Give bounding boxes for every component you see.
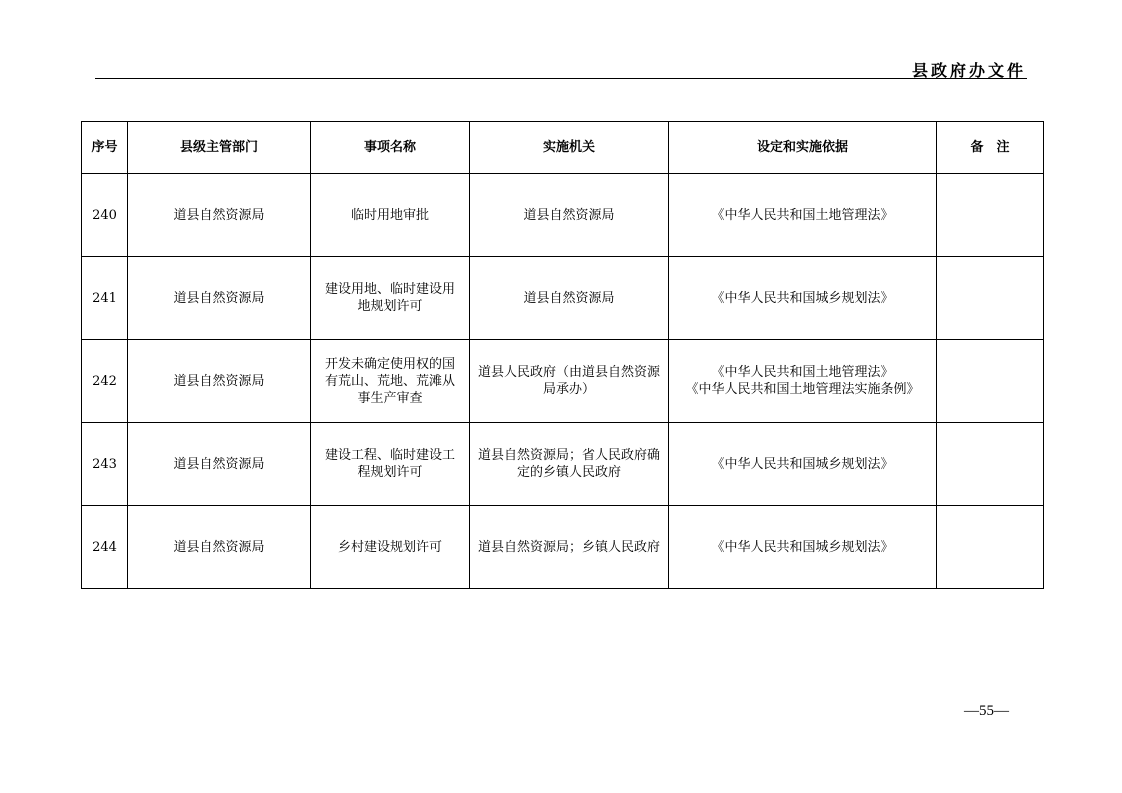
cell-basis — [669, 506, 937, 589]
cell-basis — [669, 423, 937, 506]
cell-remark — [937, 423, 1044, 506]
col-header-no: 序号 — [82, 122, 128, 174]
basis-line: 《中华人民共和国土地管理法》 — [711, 365, 894, 380]
cell-item: 开发未确定使用权的国有荒山、荒地、荒滩从事生产审查 — [311, 340, 470, 423]
basis-line: 《中华人民共和国城乡规划法》 — [711, 539, 894, 555]
col-header-item: 事项名称 — [311, 122, 470, 174]
cell-dept: 道县自然资源局 — [128, 257, 311, 340]
cell-remark — [937, 340, 1044, 423]
header-title: 县政府办文件 — [911, 61, 1026, 80]
cell-no: 242 — [82, 340, 128, 423]
page-number: —55— — [964, 703, 1009, 719]
cell-dept: 道县自然资源局 — [128, 340, 311, 423]
cell-no: 243 — [82, 423, 128, 506]
cell-basis — [669, 340, 937, 423]
col-header-dept: 县级主管部门 — [128, 122, 311, 174]
cell-item: 乡村建设规划许可 — [311, 506, 470, 589]
cell-agency: 道县自然资源局；乡镇人民政府 — [470, 506, 669, 589]
col-header-basis: 设定和实施依据 — [669, 122, 937, 174]
cell-dept: 道县自然资源局 — [128, 174, 311, 257]
cell-basis — [669, 174, 937, 257]
cell-no: 240 — [82, 174, 128, 257]
cell-dept: 道县自然资源局 — [128, 423, 311, 506]
cell-agency: 道县自然资源局 — [470, 174, 669, 257]
table-row — [82, 423, 1044, 506]
cell-remark — [937, 174, 1044, 257]
table-row — [82, 506, 1044, 589]
cell-agency: 道县人民政府（由道县自然资源局承办） — [470, 340, 669, 423]
cell-agency: 道县自然资源局 — [470, 257, 669, 340]
cell-item: 建设用地、临时建设用地规划许可 — [311, 257, 470, 340]
table-row — [82, 174, 1044, 257]
basis-line: 《中华人民共和国土地管理法实施条例》 — [685, 382, 920, 397]
col-header-agency: 实施机关 — [470, 122, 669, 174]
cell-agency: 道县自然资源局；省人民政府确定的乡镇人民政府 — [470, 423, 669, 506]
basis-line: 《中华人民共和国城乡规划法》 — [711, 456, 894, 472]
table-header-row — [82, 122, 1044, 174]
cell-no: 241 — [82, 257, 128, 340]
items-table — [81, 121, 1044, 589]
cell-item: 临时用地审批 — [311, 174, 470, 257]
table-row — [82, 340, 1044, 423]
basis-line: 《中华人民共和国土地管理法》 — [711, 207, 894, 223]
cell-basis — [669, 257, 937, 340]
cell-item: 建设工程、临时建设工程规划许可 — [311, 423, 470, 506]
cell-remark — [937, 506, 1044, 589]
cell-no: 244 — [82, 506, 128, 589]
cell-dept: 道县自然资源局 — [128, 506, 311, 589]
basis-line: 《中华人民共和国城乡规划法》 — [711, 290, 894, 306]
cell-remark — [937, 257, 1044, 340]
table-row — [82, 257, 1044, 340]
header-rule — [95, 78, 1027, 79]
col-header-remark: 备 注 — [937, 122, 1044, 174]
